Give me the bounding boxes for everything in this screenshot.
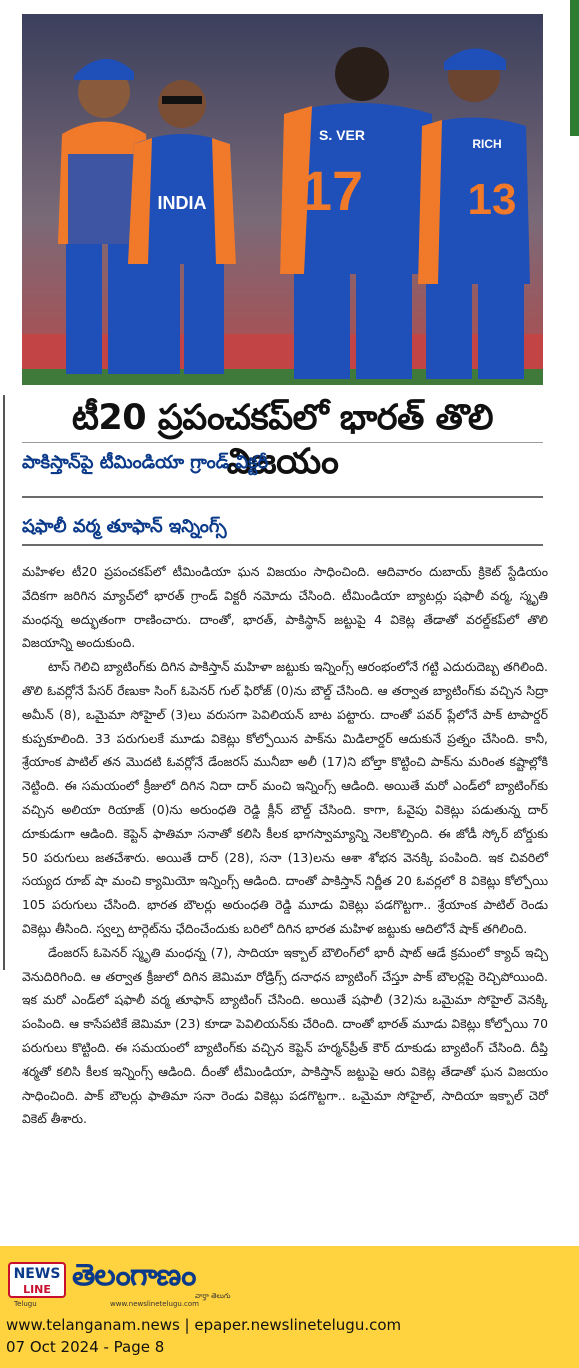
- article-paragraph-3: డేంజరస్ ఓపెనర్ స్మృతి మంధన్న (7), సాదియా ఇక్బాల్ బౌలింగ్‌లో భారీ షాట్ ఆడే క్రమంలో క్యాచ్ ఇచ్చి వెనుదిరిగింది. ఆ తర్వాత క్రీజులో దిగిన జెమిమా రోడ్రిగ్స్ దనాధన బ్యాటింగ్ చేస్తూ పాక్ బౌలర్లపై రెచ్చిపోయింది. ఇక మరో ఎండ్‌లో షఫాలీ వర్మ తూఫాన్ బ్యాటింగ్ చేసింది. అయితే షఫాలీ (32)ను ఒమైమా సోహైల్ వెనక్కి పంపింది. ఆ కాసేపటికే జెమిమా (23) కూడా పెవిలియన్‌కు చేరింది. దాంతో భారత్ మూడు వికెట్లు కోల్పోయి 70 పరుగులు కొట్టింది. ఈ సమయంలో బ్యాటింగ్‌కు వచ్చిన కెప్టెన్ హర్మన్‌ప్రీత్ కౌర్ దూకుడు బ్యాటింగ్ చేసింది. దీప్తి శర్మతో కలిసి కీలక ఇన్నింగ్స్ ఆడింది. దీంతో టీమిండియా, పాకిస్తాన్ జట్టుపై ఆరు వికెట్ల తేడాతో ఘన విజయం సాధించింది. పాక్ బౌలర్లు ఫాతిమా సనా రెండు వికెట్లు పడగొట్టగా.. ఒమైమా సోహైల్, సాదియా ఇక్బాల్ చెరో వికెట్ తీశారు.: [22, 944, 548, 1127]
- article-body: [22, 560, 548, 1131]
- article-photo: [22, 14, 543, 385]
- newsline-logo: [8, 1262, 66, 1298]
- logo-caption: Telugu: [14, 1300, 37, 1308]
- logo-top-text: NEWS: [13, 1266, 61, 1282]
- article-subhead-2: షఫాలీ వర్మ తూఫాన్ ఇన్నింగ్స్: [22, 516, 227, 537]
- column-divider: [3, 395, 5, 970]
- brand-tagline: వార్తా తెలుగు: [195, 1292, 231, 1300]
- article-paragraph-1: మహిళల టీ20 ప్రపంచకప్‌లో టీమిండియా ఘన విజయం సాధించింది. ఆదివారం దుబాయ్ క్రికెట్ స్టేడియం వేదికగా జరిగిన మ్యాచ్‌లో భారత్ గ్రాండ్ విక్టరీ నమోదు చేసింది. టీమిండియా బ్యాటర్లు షఫాలీ వర్మ, స్మృతి మంధన్న అద్భుతంగా రాణించారు. దాంతో, భారత్, పాకిస్థాన్ జట్టుపై 4 వికెట్ల తేడాతో వరల్డ్‌కప్‌లో తొలి విజయాన్ని అందుకుంది.: [22, 564, 548, 651]
- subhead-rule-2: [22, 544, 543, 546]
- jersey-text-india: INDIA: [157, 193, 207, 213]
- article-subhead-1: పాకిస్తాన్‌పై టీమిండియా గ్రాండ్ విక్టరీ: [22, 452, 269, 473]
- jersey-number-center: 17: [300, 159, 364, 222]
- brand-name: తెలంగాణం: [72, 1258, 196, 1293]
- jersey-name-right: RICH: [472, 137, 502, 151]
- article-paragraph-2: టాస్ గెలిచి బ్యాటింగ్‌కు దిగిన పాకిస్తాన్ మహిళా జట్టుకు ఇన్నింగ్స్ ఆరంభంలోనే గట్టి ఎదురుదెబ్బ తగిలింది. తొలి ఓవర్లోనే పేసర్ రేణుకా సింగ్ ఓపెనర్ గుల్ ఫిరోజ్ (0)ను బౌల్డ్ చేసింది. ఆ తర్వాత బ్యాటింగ్‌కు వచ్చిన సిద్రా అమీన్ (8), ఒమైమా సోహైల్ (3)లు వరుసగా పెవిలియన్ బాట పట్టారు. దాంతో పవర్ ప్లేలోనే పాక్ టాపార్డర్ కుప్పకూలింది. 33 పరుగులకే మూడు వికెట్లు కోల్పోయిన పాక్‌ను మిడిలార్డర్ ఆదుకునే ప్రత్నం చేసింది. కానీ, శ్రేయాంక పాటిల్ తన మొదటి ఓవర్లోనే డేంజరస్ మునీబా అలీ (17)ని బోల్తా కొట్టించి పాక్‌ను మరింత కష్టాల్లోకి నెట్టింది. ఈ సమయంలో క్రీజులో దిగిన నిదా దార్ మంచి ఇన్నింగ్స్ ఆడింది. అయితే మరో ఎండ్‌లో బ్యాటింగ్‌కు వచ్చిన అలియా రియాజ్ (0)ను అరుంధతి రెడ్డి క్లీన్ బౌల్డ్ చేసింది. కాగా, ఓవైపు వికెట్లు పడుతున్న దార్ దూకుడుగా ఆడింది. కెప్టెన్ ఫాతిమా సనాతో కలిసి కీలక భాగస్వామ్యాన్ని నెలకొల్పింది. ఈ జోడీ స్కోర్ బోర్డుకు 50 పరుగులు జతచేశారు. అయితే దార్ (28), సనా (13)లను ఆశా శోభన వెనక్కి పంపింది. ఇక చివరిలో సయ్యద రూబ్ షా మంచి క్యామియో ఇన్నింగ్స్ ఆడింది. దాంతో పాకిస్తాన్ నిర్ణీత 20 ఓవర్లలో 8 వికెట్లు కోల్పోయి 105 పరుగులు చేసింది. భారత బౌలర్లు అరుంధతి రెడ్డి మూడు వికెట్లు పడగొట్టగా.. శ్రేయాంక పాటిల్ రెండు వికెట్లు తీసింది. స్వల్ప టార్గెట్‌ను ఛేదించేందుకు బరిలో దిగిన భారత మహిళ జట్టుకు ఆదిలోనే షాక్ తగిలింది.: [22, 659, 548, 936]
- page-edge-marker: [570, 0, 579, 136]
- page-footer: [0, 1246, 579, 1368]
- jersey-number-right: 13: [467, 175, 517, 224]
- brand-url: www.newslinetelugu.com: [110, 1300, 199, 1308]
- footer-links[interactable]: www.telanganam.news | epaper.newslinetelugu.com: [6, 1316, 402, 1334]
- article-headline: టీ20 ప్రపంచకప్‌లో భారత్ తొలి విజయం: [71, 398, 494, 482]
- jersey-name-center: S. VER: [319, 127, 365, 143]
- subhead-rule-1: [22, 496, 543, 498]
- logo-bottom-text: LINE: [23, 1283, 51, 1296]
- footer-edition: 07 Oct 2024 - Page 8: [6, 1338, 165, 1356]
